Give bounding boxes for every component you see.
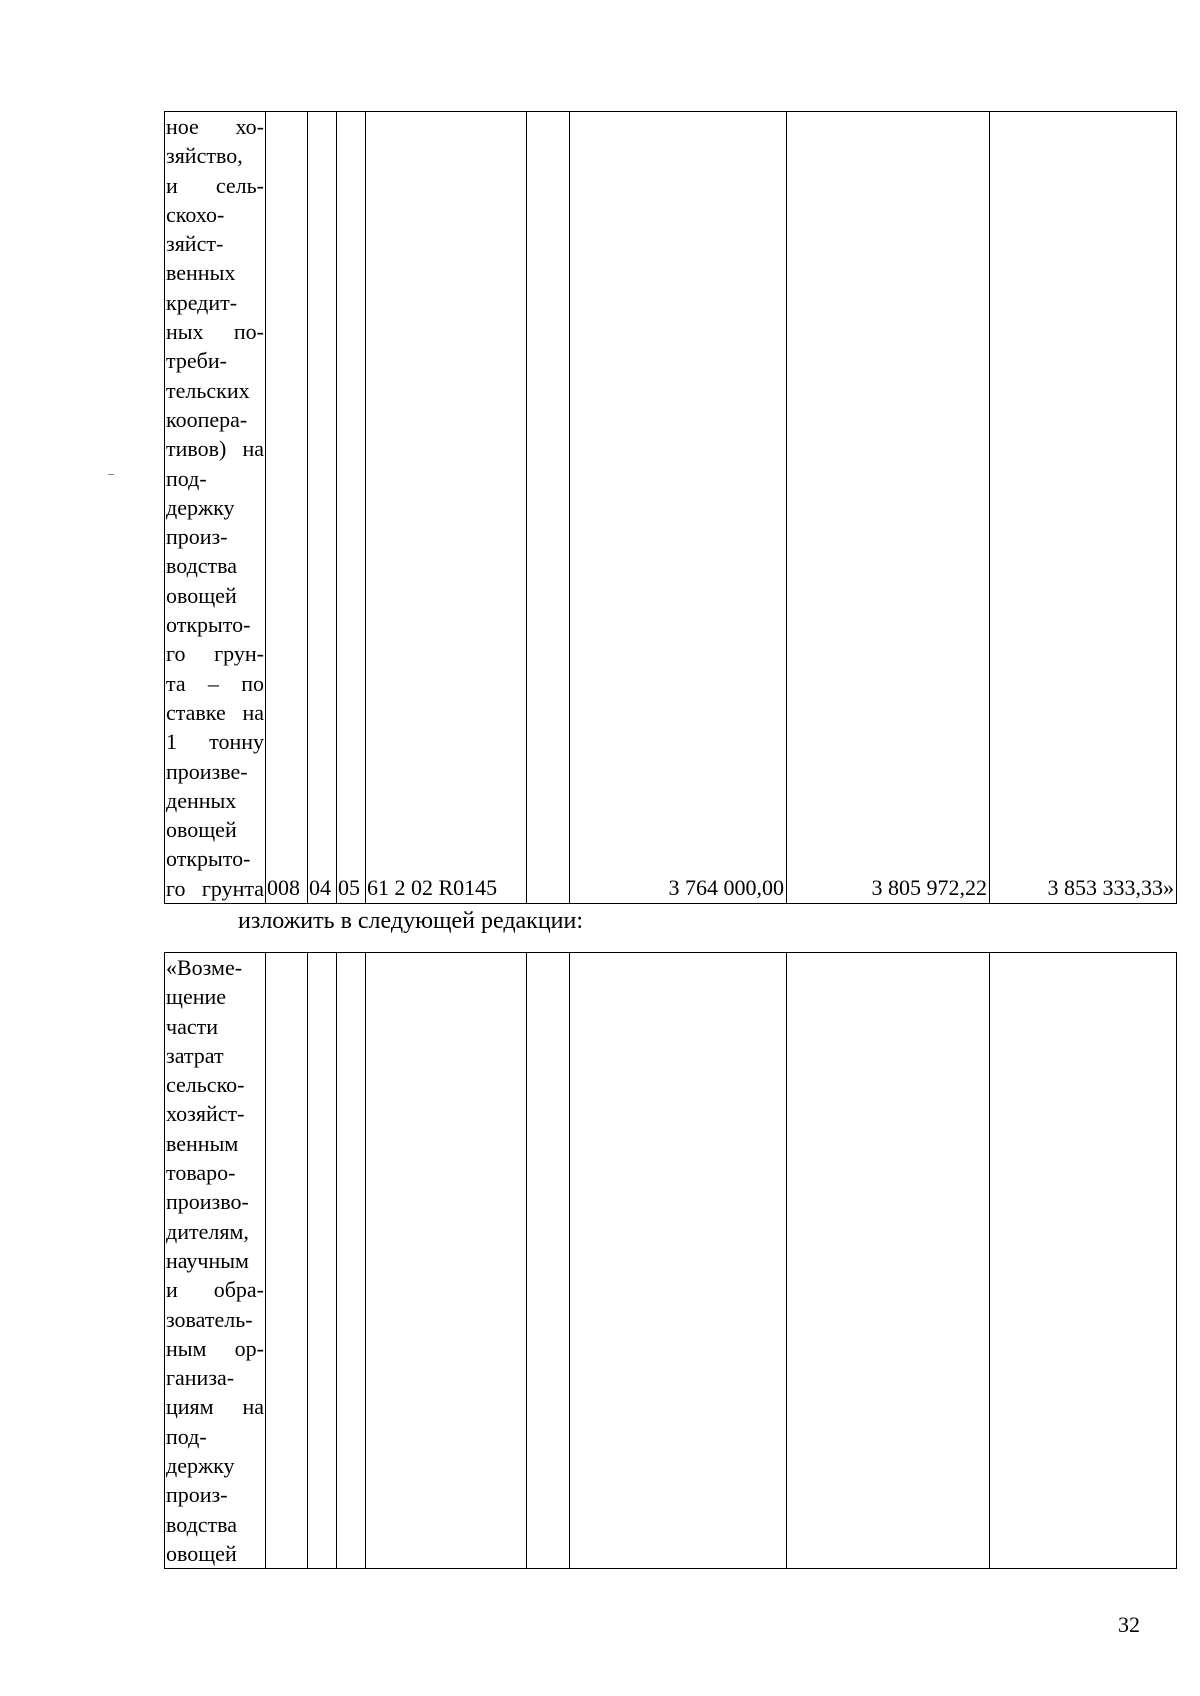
description-line: циям на [166, 1394, 264, 1420]
description-line: и обра- [166, 1277, 264, 1303]
target-article-cell [366, 953, 527, 1569]
target-article-cell: 61 2 02 R0145 [366, 112, 527, 904]
description-line: щение [166, 984, 227, 1010]
section-cell [308, 953, 337, 1569]
description-line: держку [166, 494, 235, 520]
description-line: произ- [166, 524, 228, 550]
description-line: произво- [166, 1189, 249, 1215]
table-row [165, 112, 1177, 904]
subsection-cell [337, 953, 366, 1569]
budget-table-old [164, 111, 1177, 904]
description-line: ным ор- [166, 1335, 264, 1361]
amount-year-1-cell [570, 953, 787, 1569]
description-line: треби- [166, 348, 227, 374]
amount-year-2-cell [787, 953, 990, 1569]
section-cell: 04 [308, 112, 337, 904]
grbs-cell: 008 [266, 112, 308, 904]
expense-type-cell [527, 953, 570, 1569]
description-line: водства [166, 1511, 238, 1537]
description-line: овощей [166, 1540, 237, 1566]
description-line: зователь- [166, 1306, 253, 1332]
description-line: под- [166, 1423, 207, 1449]
amount-year-3-cell: 3 853 333,33» [990, 112, 1177, 904]
description-line: ставке на [166, 699, 264, 725]
description-line: держку [166, 1453, 235, 1479]
description-line: «Возме- [166, 955, 243, 980]
description-line: открыто- [166, 846, 251, 872]
amount-year-1-cell: 3 764 000,00 [570, 112, 787, 904]
description-line: 1 тонну [166, 729, 264, 755]
description-line: зяйство, [166, 143, 243, 169]
description-line: коопера- [166, 406, 248, 432]
description-line: произве- [166, 758, 248, 784]
scan-mark [108, 474, 114, 475]
description-line: го грунта [166, 875, 264, 901]
amendment-caption: изложить в следующей редакции: [238, 908, 584, 934]
description-cell [165, 112, 266, 904]
description-line: затрат [166, 1042, 224, 1068]
description-line: хозяйст- [166, 1101, 245, 1127]
description-line: тивов) на [166, 436, 264, 462]
amount-year-2-cell: 3 805 972,22 [787, 112, 990, 904]
description-line: сельско- [166, 1072, 245, 1098]
description-line: водства [166, 553, 238, 579]
description-line: овощей [166, 817, 237, 843]
description-line: произ- [166, 1482, 228, 1508]
description-line: венных [166, 260, 236, 286]
description-line: скохо- [166, 201, 225, 227]
budget-table-new [164, 952, 1177, 1569]
description-line: го грун- [166, 641, 264, 667]
description-line: кредит- [166, 289, 238, 315]
grbs-cell [266, 953, 308, 1569]
description-line: овощей [166, 582, 237, 608]
amount-year-3-cell [990, 953, 1177, 1569]
description-line: части [166, 1013, 218, 1039]
page-number: 32 [1118, 1612, 1140, 1637]
description-line: и сель- [166, 172, 264, 198]
description-line: денных [166, 787, 237, 813]
description-line: та – по [166, 670, 264, 696]
expense-type-cell [527, 112, 570, 904]
description-line: ное хо- [166, 114, 264, 139]
description-line: дителям, [166, 1218, 249, 1244]
description-line: открыто- [166, 612, 251, 638]
description-line: тельских [166, 377, 250, 403]
description-line: венным [166, 1130, 239, 1156]
table-row [165, 953, 1177, 1569]
description-line: под- [166, 465, 207, 491]
description-line: ганиза- [166, 1365, 235, 1391]
description-line: зяйст- [166, 231, 224, 257]
description-line: ных по- [166, 319, 264, 345]
subsection-cell: 05 [337, 112, 366, 904]
description-line: товаро- [166, 1160, 236, 1186]
description-cell [165, 953, 266, 1569]
description-line: научным [166, 1247, 249, 1273]
